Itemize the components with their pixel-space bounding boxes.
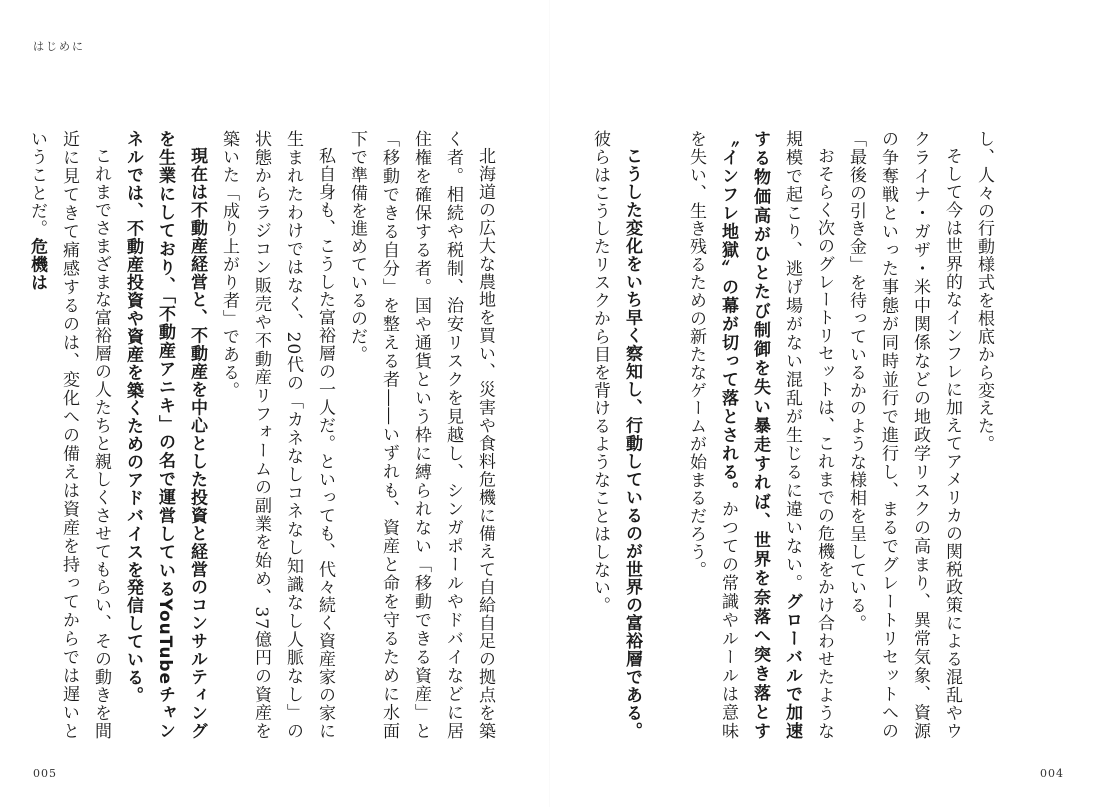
paragraph xyxy=(21,130,117,740)
paragraph-continued: し、人々の行動様式を根底から変えた。 xyxy=(974,130,994,454)
text-run: おそらく次のグレートリセットは、これまでの危機をかけ合わせたような規模で起こり、逃げ場がない混乱が生じるに違いない。 xyxy=(782,130,834,740)
page-gutter xyxy=(549,0,550,807)
text-run: 彼らはこうしたリスクから目を背けるようなことはしない。 xyxy=(590,130,610,615)
bold-text-run: こうした変化をいち早く察知し、行動しているのが世界の富裕層である。 xyxy=(622,147,642,740)
bold-text-run: グローバルで加速する物価高がひとたび制御を失い暴走すれば、世界を奈落へ突き落とす〝インフレ地獄〟の幕が切って落とされる。 xyxy=(718,130,802,741)
right-page-body xyxy=(580,130,1000,740)
text-run: これまでさまざまな富裕層の人たちと親しくさせてもらい、その動きを間近に見てきて痛感するのは、変化への備えは資産を持ってからでは遅いということだ。 xyxy=(27,130,111,740)
paragraph xyxy=(680,130,840,740)
page-number-right: 004 xyxy=(1040,767,1064,780)
chapter-header: はじめに xyxy=(33,40,85,53)
paragraph xyxy=(117,130,213,740)
paragraph: 北海道の広大な農地を買い、災害や食料危機に備えて自給自足の拠点を築く者。相続や税制、治安リスクを見越し、シンガポールやドバイなどに居住権を確保する者。国や通貨という枠に縛られない「移動できる資産」と「移動できる自分」を整える者――いずれも、資産と命を守るために水面下で準備を進めているのだ。 xyxy=(347,130,495,740)
bold-text-run: 危機は xyxy=(27,237,47,292)
left-page-body xyxy=(1,130,501,740)
text-run: かつての常識やルールは意味を失い、生き残るための新たなゲームが始まるだろう。 xyxy=(686,130,738,740)
bold-text-run: 現在は不動産経営と、不動産を中心とした投資と経営のコンサルティングを生業にしており、「不動産アニキ」の名で運営しているYouTubeチャンネルでは、不動産投資や資産を築くためのアドバイスを発信している。 xyxy=(123,130,207,740)
paragraph: 私自身も、こうした富裕層の一人だ。といっても、代々続く資産家の家に生まれたわけではなく、20代の「カネなしコネなし知識なし人脈なし」の状態からラジコン販売や不動産リフォームの副業を始め、37億円の資産を築いた「成り上がり者」である。 xyxy=(219,130,335,740)
paragraph xyxy=(584,130,648,740)
page-number-left: 005 xyxy=(33,767,57,780)
paragraph: そして今は世界的なインフレに加えてアメリカの関税政策による混乱やウクライナ・ガザ・米中関係などの地政学リスクの高まり、異常気象、資源の争奪戦といった事態が同時並行で進行し、まるでグレートリセットへの「最後の引き金」を待っているかのような様相を呈している。 xyxy=(846,130,962,740)
